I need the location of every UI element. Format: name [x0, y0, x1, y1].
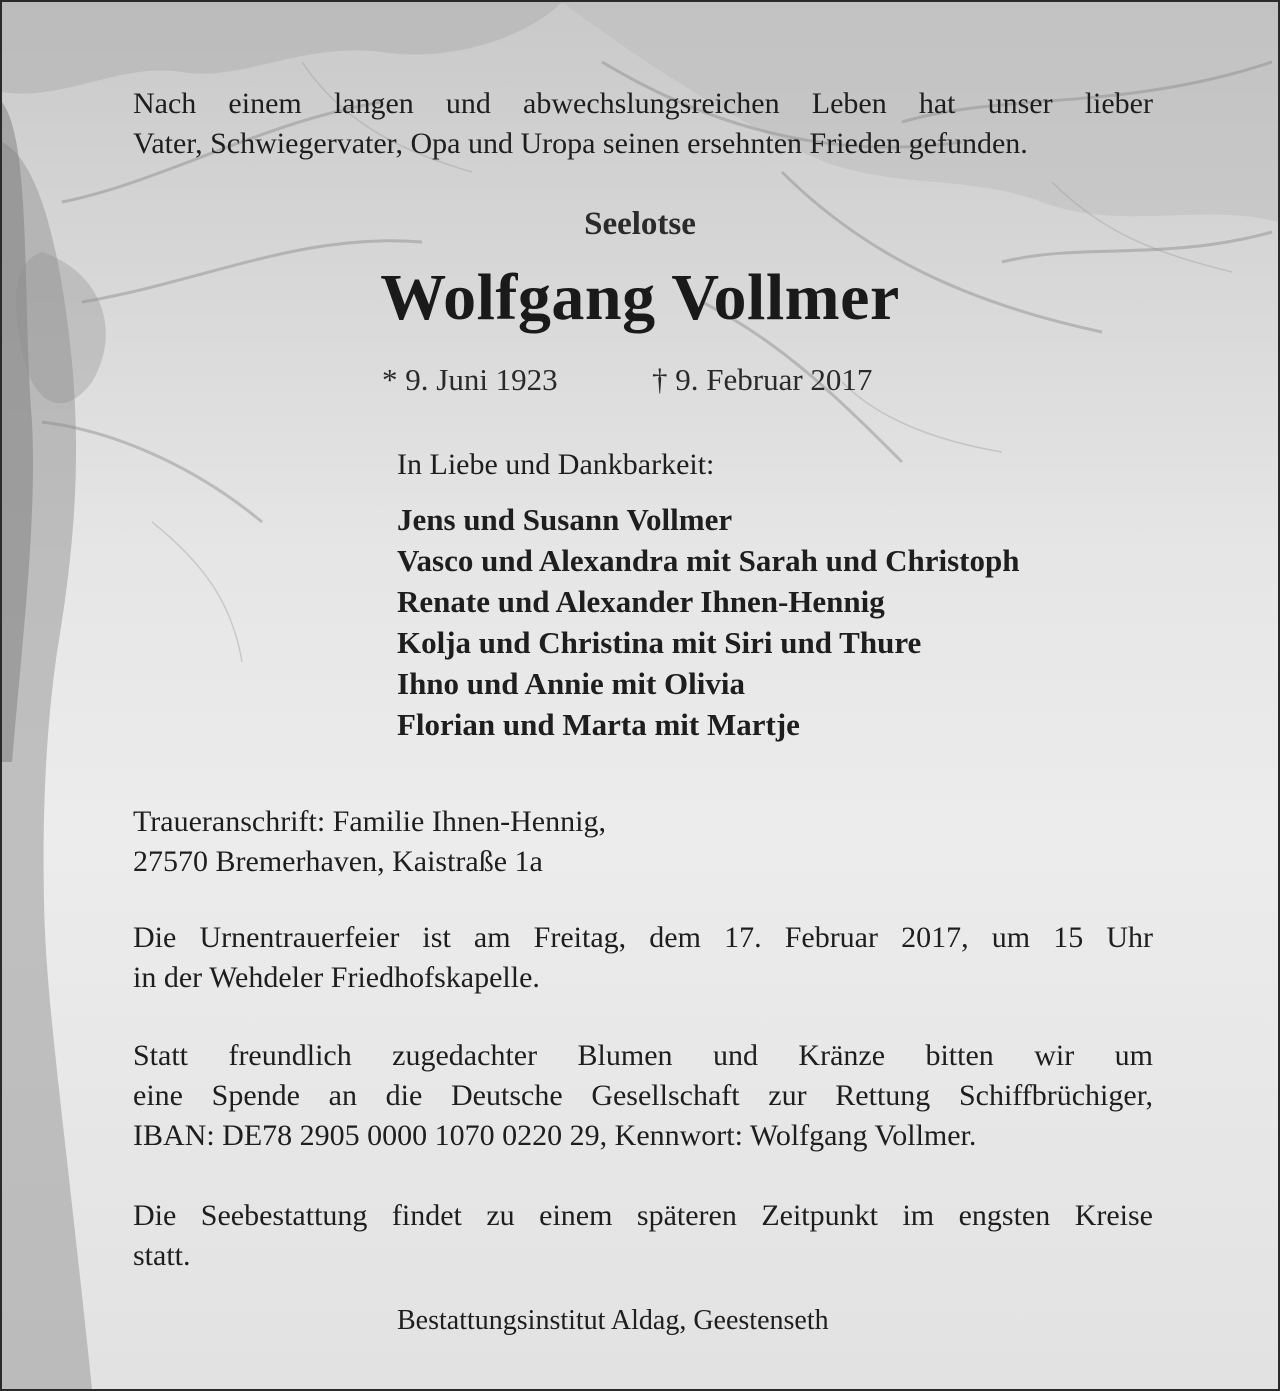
deceased-name: Wolfgang Vollmer	[380, 261, 900, 334]
death-date: † 9. Februar 2017	[652, 362, 873, 397]
mourner-entry: Renate und Alexander Ihnen-Hennig	[397, 584, 885, 619]
address-line: Traueranschrift: Familie Ihnen-Hennig,	[133, 805, 606, 838]
notice-content	[2, 2, 1278, 1389]
donation-line: IBAN: DE78 2905 0000 1070 0220 29, Kennwort: Wolfgang Vollmer.	[133, 1119, 977, 1152]
intro-line: Nach einem langen und abwechslungsreichen Leben hat unser lieber	[133, 87, 1153, 120]
mourners-list	[397, 499, 1019, 745]
intro-paragraph	[133, 84, 1153, 164]
service-line: in der Wehdeler Friedhofskapelle.	[133, 961, 540, 994]
mourner-entry: Ihno und Annie mit Olivia	[397, 666, 746, 701]
mourner-entry: Florian und Marta mit Martje	[397, 707, 800, 742]
funeral-line: Die Seebestattung findet zu einem späteren Zeitpunkt im engsten Kreise	[133, 1199, 1153, 1232]
funeral-home-credit: Bestattungsinstitut Aldag, Geestenseth	[397, 1305, 829, 1336]
mourner-entry: Kolja und Christina mit Siri und Thure	[397, 625, 922, 660]
mourner-entry: Jens und Susann Vollmer	[397, 502, 733, 537]
intro-line: Vater, Schwiegervater, Opa und Uropa seinen ersehnten Frieden gefunden.	[133, 127, 1028, 160]
donation-line: Statt freundlich zugedachter Blumen und Kränze bitten wir um	[133, 1039, 1153, 1072]
donation-line: eine Spende an die Deutsche Gesellschaft zur Rettung Schiffbrüchiger,	[133, 1079, 1153, 1112]
sea-burial-info	[133, 1196, 1153, 1276]
funeral-line: statt.	[133, 1239, 191, 1272]
address-line: 27570 Bremerhaven, Kaistraße 1a	[133, 845, 543, 878]
urn-service-info	[133, 918, 1153, 998]
birth-date: * 9. Juni 1923	[382, 362, 558, 397]
deceased-occupation: Seelotse	[584, 206, 696, 242]
mourners-heading: In Liebe und Dankbarkeit:	[397, 448, 715, 481]
donation-request	[133, 1036, 1153, 1156]
mourning-address	[133, 802, 1153, 882]
mourner-entry: Vasco und Alexandra mit Sarah und Christoph	[397, 543, 1020, 578]
service-line: Die Urnentrauerfeier ist am Freitag, dem 17. Februar 2017, um 15 Uhr	[133, 921, 1153, 954]
